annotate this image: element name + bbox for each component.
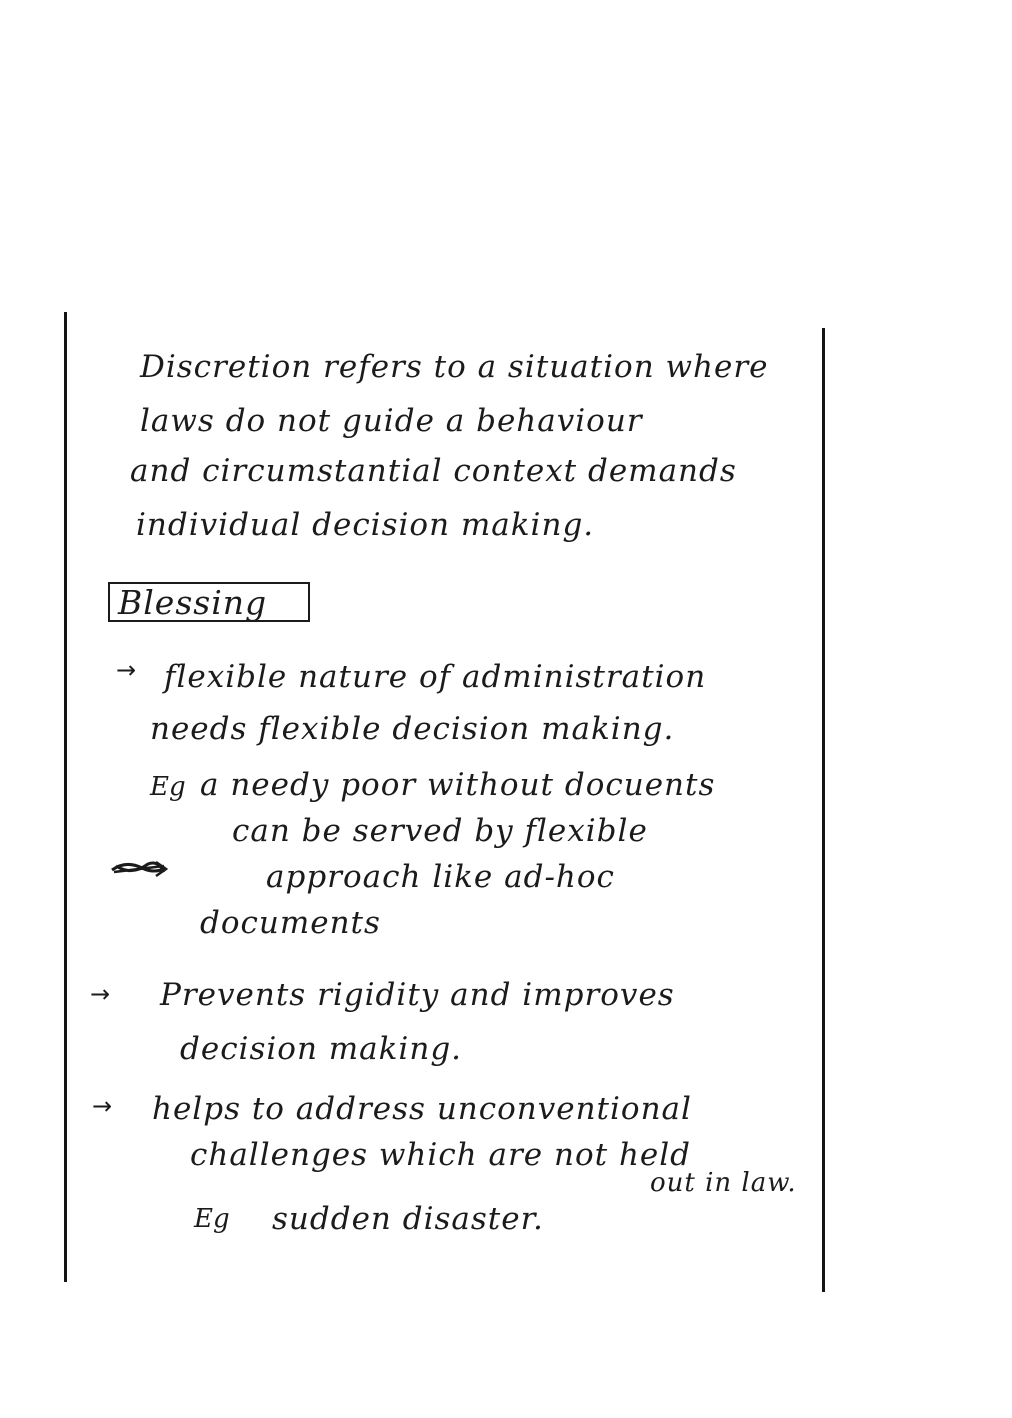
definition-line-2: laws do not guide a behaviour xyxy=(140,403,643,439)
point-3-line-3: out in law. xyxy=(650,1168,797,1198)
point-1-line-2: needs flexible decision making. xyxy=(150,711,675,747)
heading-blessing: Blessing xyxy=(118,583,268,622)
point-2-line-1: Prevents rigidity and improves xyxy=(160,977,675,1013)
right-arrow-icon: → xyxy=(90,980,111,1008)
right-arrow-icon: → xyxy=(92,1092,113,1120)
crossed-out-arrow-icon xyxy=(108,856,170,882)
point-3-line-2: challenges which are not held xyxy=(190,1137,692,1173)
definition-line-4: individual decision making. xyxy=(136,507,595,543)
example-1-line-1: a needy poor without docuents xyxy=(200,767,716,803)
definition-line-3: and circumstantial context demands xyxy=(130,453,737,489)
point-2-line-2: decision making. xyxy=(180,1031,463,1067)
example-1-line-4: documents xyxy=(200,905,381,941)
example-2-line-1: sudden disaster. xyxy=(272,1201,544,1237)
example-1-line-2: can be served by flexible xyxy=(232,813,648,849)
example-1-line-3: approach like ad-hoc xyxy=(266,859,615,895)
point-1-line-1: flexible nature of administration xyxy=(164,659,707,695)
point-3-line-1: helps to address unconventional xyxy=(152,1091,692,1127)
example-marker: Eg xyxy=(194,1204,230,1234)
example-marker: Eg xyxy=(150,772,186,802)
right-arrow-icon: → xyxy=(116,656,137,684)
definition-line-1: Discretion refers to a situation where xyxy=(140,349,769,385)
right-margin-line xyxy=(822,328,825,1292)
left-margin-line xyxy=(64,312,67,1282)
